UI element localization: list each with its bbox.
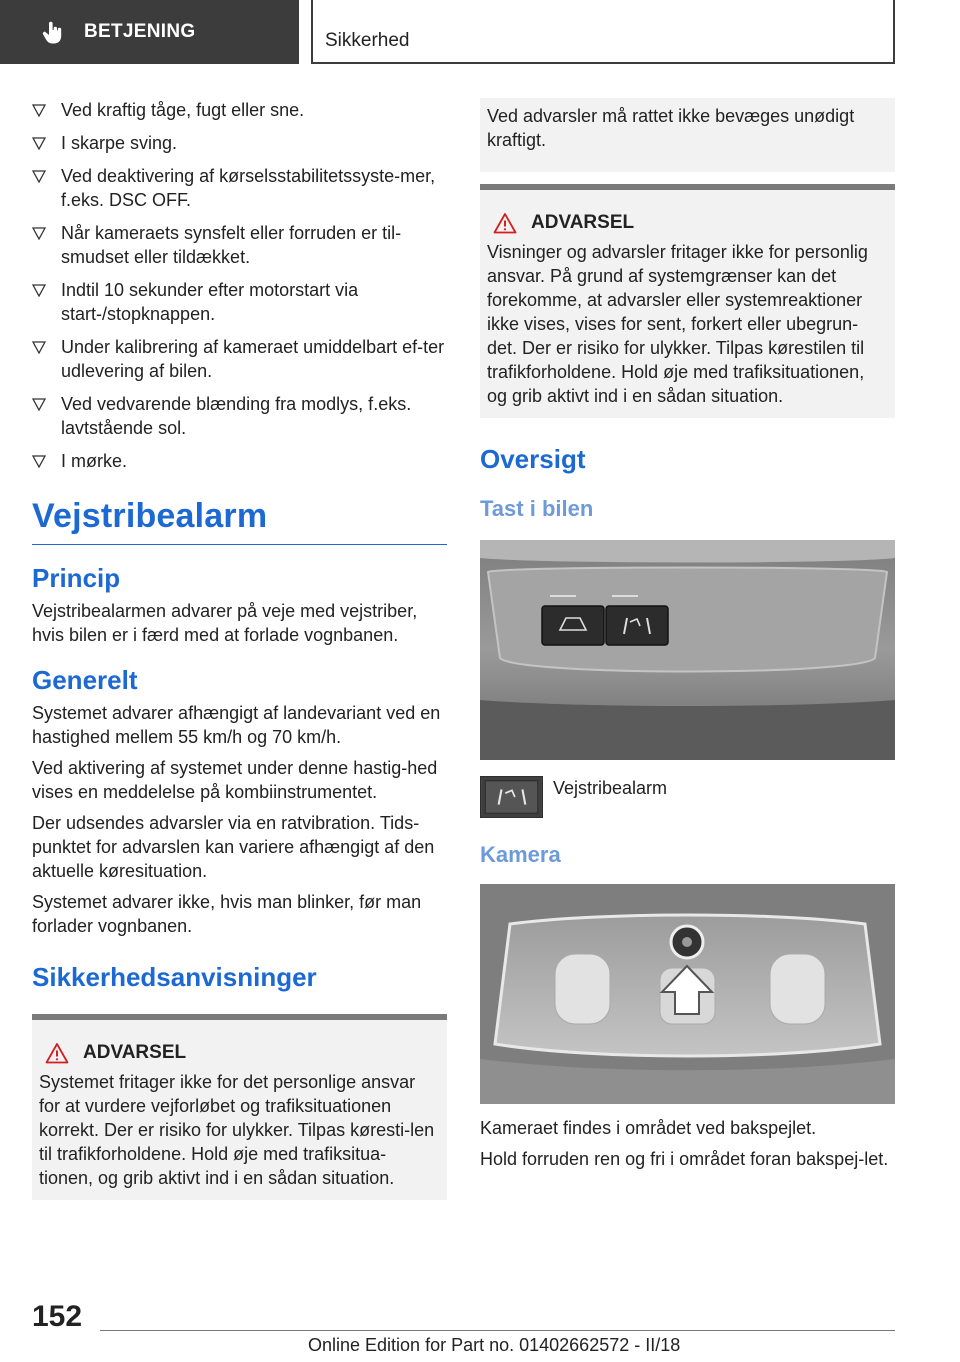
princip-heading: Princip	[32, 563, 121, 593]
kamera-heading: Kamera	[480, 842, 561, 867]
list-item-text: Ved deaktivering af kørselsstabilitetssyste‐mer, f.eks. DSC OFF.	[61, 166, 436, 210]
warning-header	[45, 1042, 440, 1064]
left-column	[32, 98, 447, 1200]
warning-box	[480, 184, 895, 418]
page-number: 152	[32, 1300, 83, 1333]
warning-triangle-icon	[45, 1042, 69, 1064]
warning-label: ADVARSEL	[531, 212, 635, 233]
generelt-paragraph: Systemet advarer ikke, hvis man blinker, før man forlader vognbanen.	[32, 892, 422, 936]
kamera-paragraph: Hold forruden ren og fri i området foran bakspej‐let.	[480, 1149, 889, 1169]
camera-location-photo	[480, 884, 895, 1104]
list-item	[32, 392, 447, 440]
lane-departure-button-icon	[480, 776, 543, 818]
warning-text: Visninger og advarsler fritager ikke for personlig ansvar. På grund af systemgrænser kan det forekomme, at advarsler eller systemreaktioner ikke vises, vises for sent, forkert eller ubegrun‐det. Der er risiko for ulykker. Tilpas kørestilen til trafikforholdene. Hold øje med trafiksituationen, og grib aktivt ind i en sådan situation.	[487, 242, 868, 406]
tast-heading: Tast i bilen	[480, 496, 594, 521]
kamera-paragraph: Kameraet findes i området ved bakspejlet.	[480, 1118, 817, 1138]
warning-triangle-icon	[493, 212, 517, 234]
triangle-bullet-icon	[32, 137, 46, 150]
list-item-text: Ved kraftig tåge, fugt eller sne.	[61, 100, 305, 120]
generelt-heading: Generelt	[32, 665, 138, 695]
list-item	[32, 221, 447, 269]
list-item	[32, 449, 447, 473]
section-tab	[0, 0, 299, 64]
generelt-paragraph: Ved aktivering af systemet under denne hastig‐hed vises en meddelelse på kombiinstrumentet.	[32, 758, 438, 802]
triangle-bullet-icon	[32, 398, 46, 411]
list-item	[32, 131, 447, 155]
list-item-text: I mørke.	[61, 451, 127, 471]
list-item-text: Under kalibrering af kameraet umiddelbart ef‐ter udlevering af bilen.	[61, 337, 445, 381]
list-item-text: Ved vedvarende blænding fra modlys, f.eks. lavtstående sol.	[61, 394, 412, 438]
list-item	[32, 98, 447, 122]
triangle-bullet-icon	[32, 227, 46, 240]
warning-text: Systemet fritager ikke for det personlige ansvar for at vurdere vejforløbet og trafiksituationen korrekt. Der er risiko for ulykker. Tilpas køresti‐len til trafikforholdene. Hold øje med trafiksitua‐tionen, og grib aktivt ind i en sådan situation.	[39, 1072, 435, 1188]
list-item	[32, 164, 447, 212]
warning-header	[493, 212, 888, 234]
warning-label: ADVARSEL	[83, 1042, 187, 1063]
generelt-paragraph: Der udsendes advarsler via en ratvibration. Tids‐punktet for advarslen kan variere afhængigt af den aktuelle køresituation.	[32, 813, 435, 881]
section-heading: Vejstribealarm	[32, 497, 447, 545]
list-item-text: I skarpe sving.	[61, 133, 178, 153]
note-text: Ved advarsler må rattet ikke bevæges unødigt kraftigt.	[487, 106, 855, 150]
triangle-bullet-icon	[32, 170, 46, 183]
note-box	[480, 98, 895, 172]
list-item	[32, 335, 447, 383]
list-item	[32, 278, 447, 326]
button-panel-photo	[480, 540, 895, 760]
chapter-header	[311, 0, 895, 64]
generelt-paragraph: Systemet advarer afhængigt af landevariant ved en hastighed mellem 55 km/h og 70 km/h.	[32, 703, 441, 747]
triangle-bullet-icon	[32, 341, 46, 354]
list-item-text: Indtil 10 sekunder efter motorstart via start-/stopknappen.	[61, 280, 359, 324]
safety-heading: Sikkerhedsanvisninger	[32, 962, 317, 992]
triangle-bullet-icon	[32, 284, 46, 297]
section-label: BETJENING	[84, 21, 196, 42]
button-legend	[480, 776, 895, 818]
limitations-list	[32, 98, 447, 473]
button-caption: Vejstribealarm	[553, 778, 668, 798]
right-column	[480, 98, 895, 1171]
princip-text: Vejstribealarmen advarer på veje med vejstriber, hvis bilen er i færd med at forlade vognbanen.	[32, 601, 418, 645]
edition-note: Online Edition for Part no. 01402662572 - II/18	[308, 1335, 681, 1355]
footer-divider	[100, 1330, 895, 1331]
triangle-bullet-icon	[32, 455, 46, 468]
chapter-title: Sikkerhed	[325, 30, 410, 51]
list-item-text: Når kameraets synsfelt eller forruden er til‐smudset eller tildækket.	[61, 223, 402, 267]
hand-icon	[40, 19, 66, 45]
oversigt-heading: Oversigt	[480, 444, 586, 474]
warning-box	[32, 1014, 447, 1200]
triangle-bullet-icon	[32, 104, 46, 117]
